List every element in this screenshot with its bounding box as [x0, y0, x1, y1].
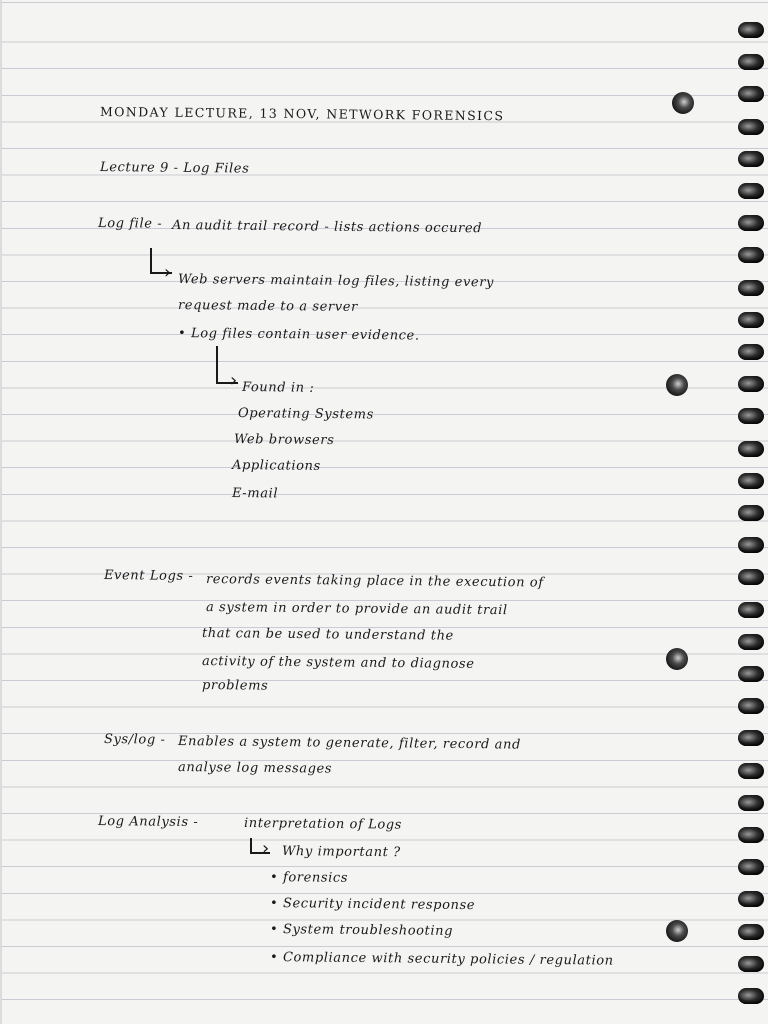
- spiral-coil-icon: [738, 344, 764, 360]
- log-file-term: Log file -: [97, 216, 163, 232]
- syslog-line: analyse log messages: [177, 760, 333, 777]
- log-analysis-line: interpretation of Logs: [243, 816, 403, 833]
- spiral-coil-icon: [738, 859, 764, 875]
- log-file-definition: An audit trail record - lists actions occured: [171, 218, 483, 237]
- spiral-coil-icon: [738, 924, 764, 940]
- spiral-coil-icon: [738, 473, 764, 489]
- lecture-heading: Lecture 9 - Log Files: [99, 160, 250, 177]
- spiral-coil-icon: [738, 119, 764, 135]
- event-logs-line: a system in order to provide an audit trail: [205, 600, 508, 619]
- event-logs-line: problems: [201, 678, 269, 694]
- list-item: Web browsers: [233, 432, 335, 449]
- spiral-coil-icon: [738, 763, 764, 779]
- event-logs-term: Event Logs -: [103, 568, 194, 584]
- spiral-coil-icon: [738, 730, 764, 746]
- list-item: • Compliance with security policies / regulation: [269, 950, 614, 969]
- spiral-coil-icon: [738, 537, 764, 553]
- spiral-coil-icon: [738, 698, 764, 714]
- arrow-head-icon: ›: [164, 262, 172, 283]
- list-item: E-mail: [231, 486, 279, 502]
- spiral-coil-icon: [738, 151, 764, 167]
- punch-hole-icon: [666, 648, 688, 670]
- log-file-line: request made to a server: [177, 298, 358, 315]
- spiral-coil-icon: [738, 441, 764, 457]
- found-in-label: Found in :: [241, 380, 315, 396]
- spiral-coil-icon: [738, 827, 764, 843]
- spiral-coil-icon: [738, 215, 764, 231]
- punch-hole-icon: [672, 92, 694, 114]
- list-item: Operating Systems: [237, 406, 374, 423]
- list-item: • System troubleshooting: [269, 922, 454, 939]
- spiral-coil-icon: [738, 795, 764, 811]
- spiral-coil-icon: [738, 634, 764, 650]
- spiral-coil-icon: [738, 666, 764, 682]
- spiral-coil-icon: [738, 569, 764, 585]
- spiral-coil-icon: [738, 602, 764, 618]
- event-logs-line: records events taking place in the execution of: [205, 572, 544, 591]
- syslog-line: Enables a system to generate, filter, record and: [177, 734, 522, 753]
- list-item: • Security incident response: [269, 896, 476, 914]
- spiral-coil-icon: [738, 891, 764, 907]
- syslog-term: Sys/log -: [103, 732, 166, 748]
- log-analysis-term: Log Analysis -: [97, 814, 199, 831]
- spiral-coil-icon: [738, 505, 764, 521]
- punch-hole-icon: [666, 920, 688, 942]
- spiral-coil-icon: [738, 956, 764, 972]
- spiral-coil-icon: [738, 183, 764, 199]
- list-item: • forensics: [269, 870, 349, 886]
- spiral-coil-icon: [738, 247, 764, 263]
- spiral-coil-icon: [738, 280, 764, 296]
- page-title: MONDAY LECTURE, 13 NOV, NETWORK FORENSICS: [99, 104, 505, 124]
- log-file-line: • Log files contain user evidence.: [177, 326, 420, 344]
- log-file-line: Web servers maintain log files, listing every: [177, 272, 495, 291]
- punch-hole-icon: [666, 374, 688, 396]
- spiral-coil-icon: [738, 22, 764, 38]
- spiral-coil-icon: [738, 408, 764, 424]
- spiral-binding-icon: [728, 0, 768, 1024]
- event-logs-line: activity of the system and to diagnose: [201, 654, 475, 672]
- spiral-coil-icon: [738, 376, 764, 392]
- page-margin: [0, 0, 2, 1024]
- why-important: Why important ?: [281, 844, 401, 861]
- arrow-head-icon: ›: [262, 838, 270, 859]
- spiral-coil-icon: [738, 54, 764, 70]
- spiral-coil-icon: [738, 988, 764, 1004]
- event-logs-line: that can be used to understand the: [201, 626, 454, 644]
- spiral-coil-icon: [738, 312, 764, 328]
- list-item: Applications: [231, 458, 321, 474]
- spiral-coil-icon: [738, 86, 764, 102]
- arrow-head-icon: ›: [230, 370, 238, 391]
